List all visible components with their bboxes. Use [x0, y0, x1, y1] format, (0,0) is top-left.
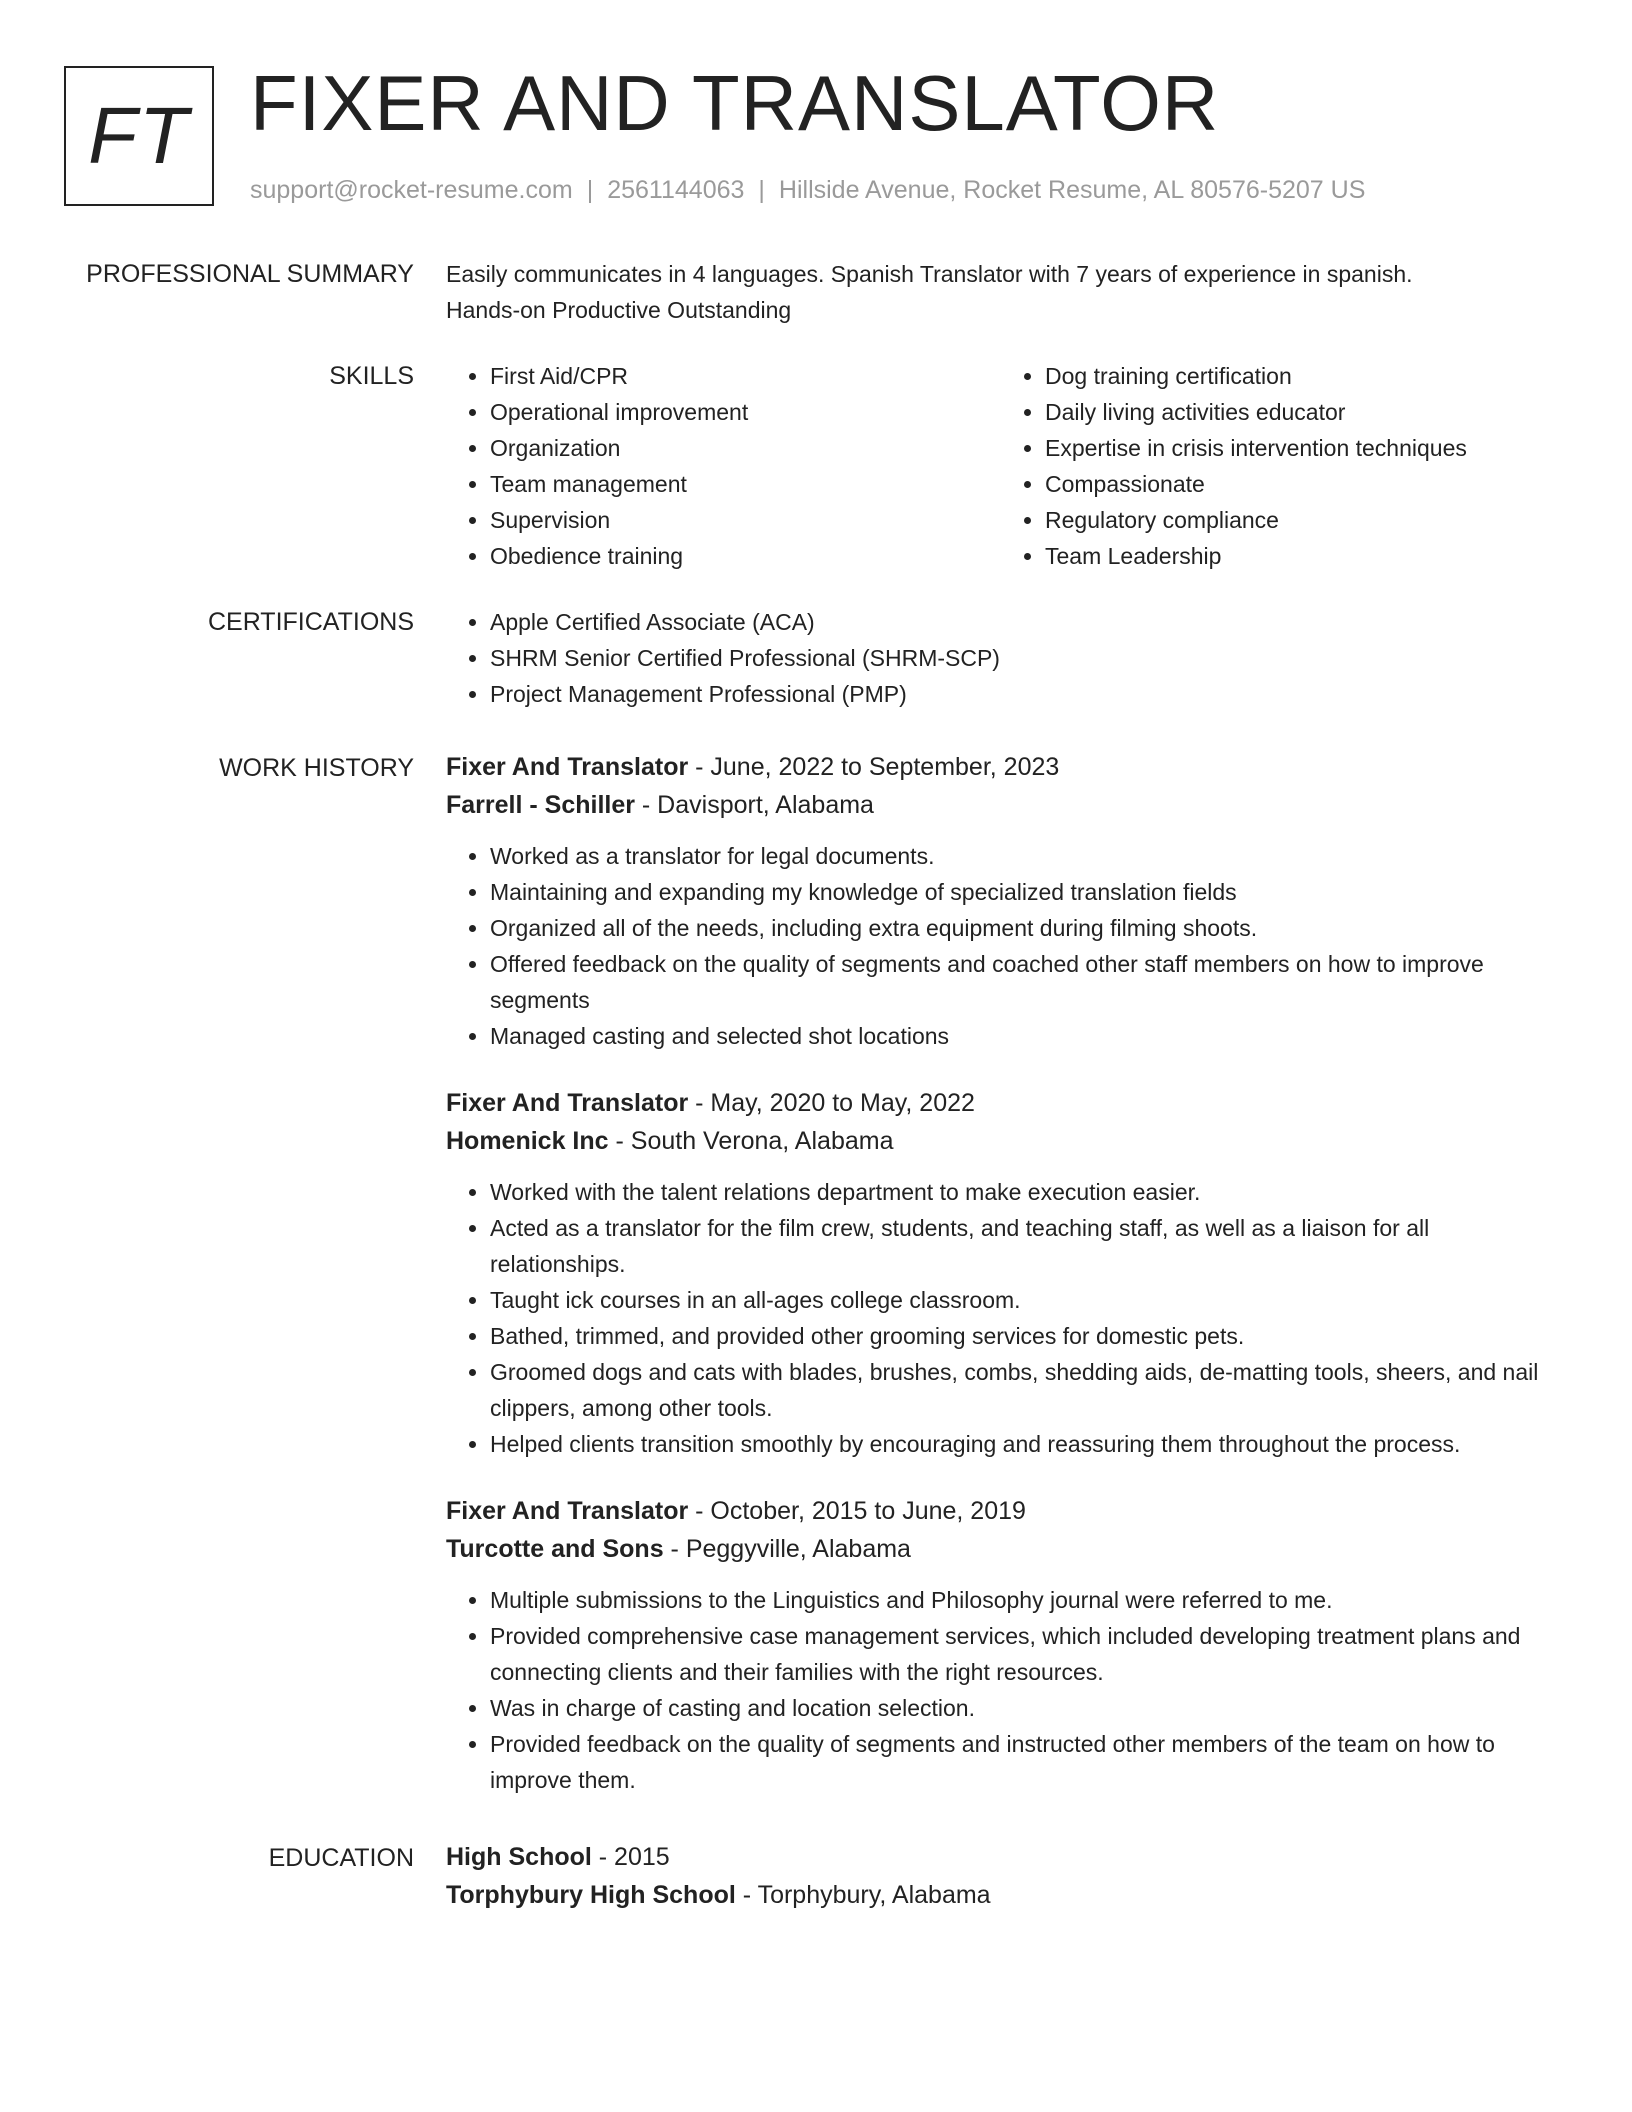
company-name: Turcotte and Sons — [446, 1535, 664, 1563]
page-title: FIXER AND TRANSLATOR — [250, 59, 1220, 147]
contact-address: Hillside Avenue, Rocket Resume, AL 80576-5207 US — [778, 176, 1366, 204]
contact-separator: | — [586, 176, 594, 204]
job-dates: - May, 2020 to May, 2022 — [688, 1089, 975, 1117]
degree-line — [446, 1838, 1556, 1876]
job-bullets — [446, 838, 1556, 1054]
skill-item: • Team management — [490, 466, 1001, 502]
monogram-logo: FT — [64, 66, 214, 206]
school-name: Torphybury High School — [446, 1881, 736, 1909]
company-location: - South Verona, Alabama — [608, 1127, 894, 1155]
job-title: Fixer And Translator — [446, 753, 689, 781]
job-bullet: • Taught ick courses in an all-ages college classroom. — [490, 1282, 1556, 1318]
job-bullet: • Maintaining and expanding my knowledge of specialized translation fields — [490, 874, 1556, 910]
skills-column-1 — [446, 358, 1001, 574]
job-bullet: • Managed casting and selected shot locations — [490, 1018, 1556, 1054]
skill-item: • Daily living activities educator — [1045, 394, 1556, 430]
contact-phone: 2561144063 — [607, 176, 745, 204]
section-heading-education: EDUCATION — [268, 1844, 414, 1872]
company-name: Farrell - Schiller — [446, 791, 635, 819]
section-heading-work-history: WORK HISTORY — [219, 754, 414, 782]
job-bullet: • Provided comprehensive case management services, which included developing treatment plans and connecting clients and their families with the right resources. — [490, 1618, 1556, 1690]
job-title-line — [446, 1084, 1556, 1122]
job-dates: - June, 2022 to September, 2023 — [688, 753, 1060, 781]
skill-item: • Regulatory compliance — [1045, 502, 1556, 538]
job-entry — [446, 1492, 1556, 1798]
work-history-list — [446, 748, 1556, 1828]
skill-item: • Supervision — [490, 502, 1001, 538]
company-location: - Peggyville, Alabama — [663, 1535, 911, 1563]
degree-name: High School — [446, 1843, 592, 1871]
job-bullet: • Offered feedback on the quality of segments and coached other staff members on how to improve segments — [490, 946, 1556, 1018]
certification-item: • Project Management Professional (PMP) — [490, 676, 1556, 712]
skill-item: • Team Leadership — [1045, 538, 1556, 574]
contact-line — [250, 175, 1365, 205]
job-entry — [446, 1084, 1556, 1462]
skills-column-2 — [1001, 358, 1556, 574]
education-entry — [446, 1838, 1556, 1914]
job-bullet: • Organized all of the needs, including extra equipment during filming shoots. — [490, 910, 1556, 946]
company-name: Homenick Inc — [446, 1127, 609, 1155]
contact-email: support@rocket-resume.com — [250, 176, 573, 204]
skill-item: • Compassionate — [1045, 466, 1556, 502]
company-line — [446, 1530, 1556, 1568]
skill-item: • Expertise in crisis intervention techniques — [1045, 430, 1556, 466]
skills-list — [446, 358, 1556, 574]
summary-line: Hands-on Productive Outstanding — [446, 297, 792, 323]
school-location: - Torphybury, Alabama — [735, 1881, 991, 1909]
job-bullet: • Worked with the talent relations department to make execution easier. — [490, 1174, 1556, 1210]
company-line — [446, 1122, 1556, 1160]
summary-line: Easily communicates in 4 languages. Spanish Translator with 7 years of experience in spanish. — [446, 261, 1413, 287]
job-bullets — [446, 1582, 1556, 1798]
section-heading-skills: SKILLS — [329, 362, 414, 390]
degree-year: - 2015 — [591, 1843, 670, 1871]
skill-item: • Obedience training — [490, 538, 1001, 574]
skill-item: • Dog training certification — [1045, 358, 1556, 394]
company-line — [446, 786, 1556, 824]
job-title: Fixer And Translator — [446, 1089, 689, 1117]
job-bullet: • Bathed, trimmed, and provided other grooming services for domestic pets. — [490, 1318, 1556, 1354]
certifications-list — [446, 604, 1556, 712]
job-title-line — [446, 1492, 1556, 1530]
job-title: Fixer And Translator — [446, 1497, 689, 1525]
section-heading-certifications: CERTIFICATIONS — [207, 608, 414, 636]
job-bullet: • Worked as a translator for legal documents. — [490, 838, 1556, 874]
job-entry — [446, 748, 1556, 1054]
job-bullet: • Groomed dogs and cats with blades, brushes, combs, shedding aids, de-matting tools, sheers, and nail clippers, among other tools. — [490, 1354, 1556, 1426]
summary-text — [446, 256, 1556, 328]
company-location: - Davisport, Alabama — [634, 791, 874, 819]
school-line — [446, 1876, 1556, 1914]
job-title-line — [446, 748, 1556, 786]
job-bullet: • Provided feedback on the quality of segments and instructed other members of the team on how to improve them. — [490, 1726, 1556, 1798]
section-heading-summary: PROFESSIONAL SUMMARY — [86, 260, 414, 288]
job-bullet: • Helped clients transition smoothly by encouraging and reassuring them throughout the process. — [490, 1426, 1556, 1462]
skill-item: • Operational improvement — [490, 394, 1001, 430]
job-bullets — [446, 1174, 1556, 1462]
certification-item: • Apple Certified Associate (ACA) — [490, 604, 1556, 640]
job-bullet: • Multiple submissions to the Linguistics and Philosophy journal were referred to me. — [490, 1582, 1556, 1618]
skill-item: • Organization — [490, 430, 1001, 466]
job-dates: - October, 2015 to June, 2019 — [688, 1497, 1026, 1525]
skill-item: • First Aid/CPR — [490, 358, 1001, 394]
job-bullet: • Acted as a translator for the film crew, students, and teaching staff, as well as a liaison for all relationships. — [490, 1210, 1556, 1282]
contact-separator: | — [758, 176, 765, 204]
job-bullet: • Was in charge of casting and location selection. — [490, 1690, 1556, 1726]
certification-item: • SHRM Senior Certified Professional (SHRM-SCP) — [490, 640, 1556, 676]
